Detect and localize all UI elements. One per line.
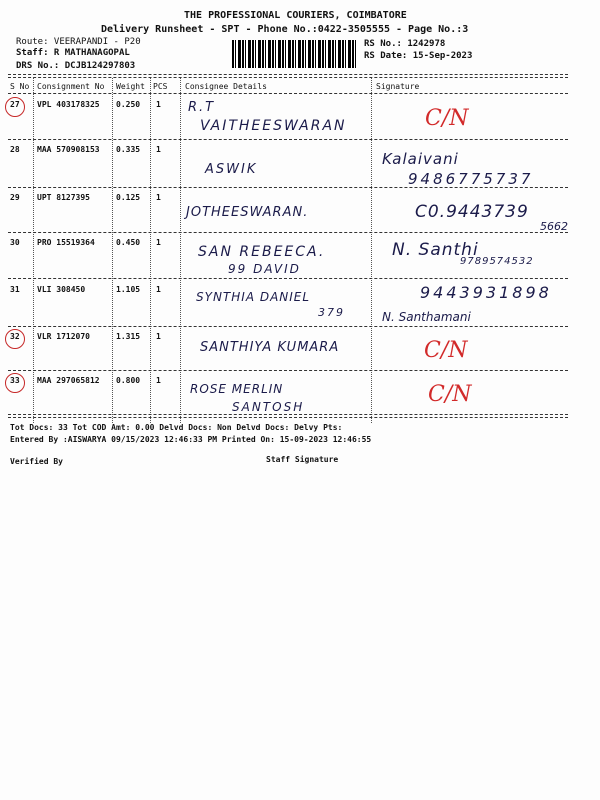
runsheet-title: Delivery Runsheet - SPT - Phone No.:0422-3505555 - Page No.:3 <box>101 24 469 35</box>
col-consignment: Consignment No <box>37 82 105 91</box>
signature-phone: 5662 <box>540 220 568 233</box>
row-consignment: MAA 297065812 <box>37 376 100 385</box>
row-weight: 0.800 <box>116 376 141 385</box>
consignee-line1: SAN REBEECA. <box>198 244 326 260</box>
row-sno: 27 <box>10 100 20 109</box>
route-label: Route: VEERAPANDI - P20 <box>16 37 141 47</box>
divider <box>8 139 568 140</box>
divider <box>8 187 568 188</box>
divider <box>8 77 568 78</box>
row-sno: 31 <box>10 285 20 294</box>
consignee-line1: ROSE MERLIN <box>190 382 284 396</box>
col-separator <box>112 78 113 423</box>
signature: C/N <box>424 338 468 363</box>
signature: N. Santhi <box>392 240 479 260</box>
col-separator <box>371 78 372 423</box>
company-name: THE PROFESSIONAL COURIERS, COIMBATORE <box>184 10 407 21</box>
signature-phone: 9443931898 <box>420 283 552 302</box>
row-sno: 29 <box>10 193 20 202</box>
row-weight: 1.315 <box>116 332 141 341</box>
row-consignment: PRO 15519364 <box>37 238 95 247</box>
row-weight: 0.125 <box>116 193 141 202</box>
consignee-line2: 99 DAVID <box>228 262 301 276</box>
signature: C/N <box>425 106 469 131</box>
consignee-line1: R.T <box>188 100 216 115</box>
consignee-line1: SYNTHIA DANIEL <box>196 290 311 304</box>
drs-number: DRS No.: DCJB124297803 <box>16 61 136 71</box>
staff-signature-label: Staff Signature <box>266 455 339 464</box>
row-consignment: VLR 1712070 <box>37 332 90 341</box>
row-pcs: 1 <box>156 145 161 154</box>
col-weight: Weight <box>116 82 145 91</box>
row-consignment: VPL 403178325 <box>37 100 100 109</box>
consignee-line2: VAITHEESWARAN <box>200 118 347 134</box>
col-separator <box>33 78 34 423</box>
consignee-line1: ASWIK <box>205 162 258 177</box>
row-consignment: VLI 308450 <box>37 285 86 294</box>
divider <box>8 417 568 418</box>
row-pcs: 1 <box>156 193 161 202</box>
row-pcs: 1 <box>156 332 161 341</box>
signature-phone: 9486775737 <box>408 170 534 188</box>
signature: N. Santhamani <box>382 310 471 324</box>
rs-number: RS No.: 1242978 <box>364 39 446 49</box>
divider <box>8 74 568 75</box>
consignee-line2: 379 <box>318 306 345 319</box>
row-sno: 28 <box>10 145 20 154</box>
row-consignment: UPT 8127395 <box>37 193 90 202</box>
row-weight: 1.105 <box>116 285 141 294</box>
consignee-line1: JOTHEESWARAN. <box>186 205 309 220</box>
row-pcs: 1 <box>156 238 161 247</box>
divider <box>8 370 568 371</box>
consignee-line1: SANTHIYA KUMARA <box>200 340 340 355</box>
col-signature: Signature <box>376 82 420 91</box>
entered-by-line: Entered By :AISWARYA 09/15/2023 12:46:33 PM Printed On: 15-09-2023 12:46:55 <box>10 435 372 444</box>
consignee-line2: SANTOSH <box>232 400 305 414</box>
signature: Kalaivani <box>382 150 459 168</box>
divider <box>8 232 568 233</box>
signature: C0.9443739 <box>415 202 529 222</box>
barcode <box>232 40 357 68</box>
row-pcs: 1 <box>156 100 161 109</box>
row-weight: 0.335 <box>116 145 141 154</box>
divider <box>8 278 568 279</box>
col-sno: S No <box>10 82 30 91</box>
col-consignee: Consignee Details <box>185 82 267 91</box>
row-sno: 33 <box>10 376 20 385</box>
row-pcs: 1 <box>156 376 161 385</box>
divider <box>8 326 568 327</box>
divider <box>8 414 568 415</box>
row-sno: 32 <box>10 332 20 341</box>
signature-phone: 9789574532 <box>460 256 534 267</box>
row-sno: 30 <box>10 238 20 247</box>
row-pcs: 1 <box>156 285 161 294</box>
verified-by-label: Verified By <box>10 457 63 466</box>
row-weight: 0.450 <box>116 238 141 247</box>
col-separator <box>180 78 181 423</box>
row-consignment: MAA 570908153 <box>37 145 100 154</box>
row-weight: 0.250 <box>116 100 141 109</box>
signature: C/N <box>428 382 472 407</box>
totals-line: Tot Docs: 33 Tot COD Amt: 0.00 Delvd Docs: Non Delvd Docs: Delvy Pts: <box>10 423 343 432</box>
col-pcs: PCS <box>153 82 168 91</box>
rs-date: RS Date: 15-Sep-2023 <box>364 51 473 61</box>
divider <box>8 93 568 94</box>
staff-label: Staff: R MATHANAGOPAL <box>16 48 130 58</box>
col-separator <box>150 78 151 423</box>
